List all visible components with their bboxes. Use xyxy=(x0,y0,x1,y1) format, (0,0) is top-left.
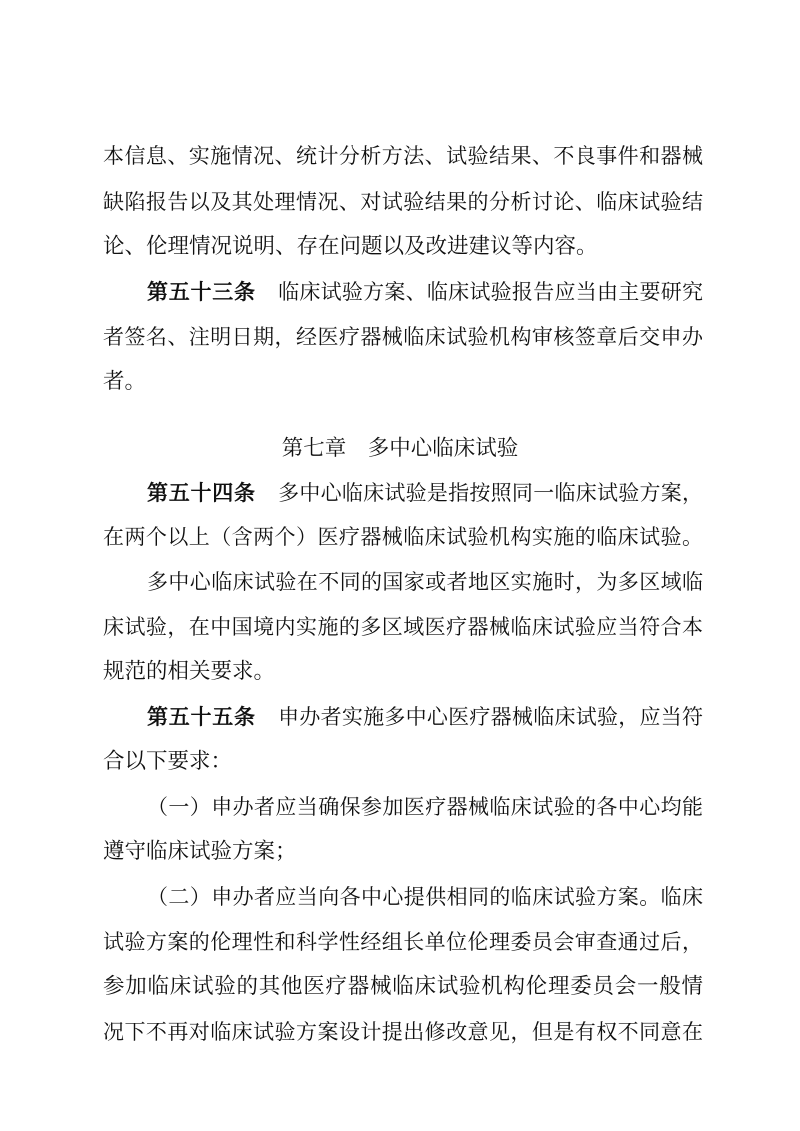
item-2-first-line xyxy=(147,882,703,912)
text-line-content: 本信息、实施情况、统计分析方法、试验结果、不良事件和器械 xyxy=(103,144,703,168)
text-line xyxy=(103,927,703,957)
text-line-content: 在两个以上（含两个）医疗器械临床试验机构实施的临床试验。 xyxy=(103,525,703,549)
text-line-content: （二）申办者应当向各中心提供相同的临床试验方案。临床 xyxy=(147,885,703,909)
text-line xyxy=(103,837,703,867)
text-line xyxy=(103,972,703,1002)
text-line-content: 临床试验方案、临床试验报告应当由主要研究 xyxy=(277,280,703,304)
chapter-title: 第七章 多中心临床试验 xyxy=(281,436,519,461)
text-line xyxy=(103,322,703,352)
text-line-content: 者。 xyxy=(103,369,147,394)
text-line-content: 参加临床试验的其他医疗器械临床试验机构伦理委员会一般情 xyxy=(103,974,703,999)
text-line xyxy=(103,747,703,777)
text-line-content: 况下不再对临床试验方案设计提出修改意见，但是有权不同意在 xyxy=(103,1020,703,1044)
item-1-first-line xyxy=(147,792,703,822)
text-line-content: 论、伦理情况说明、存在问题以及改进建议等内容。 xyxy=(103,234,598,259)
text-line xyxy=(103,1017,703,1047)
text-line-content: （一）申办者应当确保参加医疗器械临床试验的各中心均能 xyxy=(147,795,703,819)
text-line-content: 多中心临床试验是指按照同一临床试验方案， xyxy=(277,481,703,505)
text-line xyxy=(103,232,703,262)
article-54-first-line xyxy=(147,478,703,508)
text-line xyxy=(103,522,703,552)
text-line-content: 合以下要求： xyxy=(103,749,233,774)
text-line xyxy=(103,141,703,171)
text-line xyxy=(103,612,703,642)
text-line-content: 申办者实施多中心医疗器械临床试验，应当符 xyxy=(277,705,703,729)
text-line-content: 试验方案的伦理性和科学性经组长单位伦理委员会审查通过后， xyxy=(103,930,703,954)
text-line-content: 遵守临床试验方案； xyxy=(103,839,297,864)
text-line xyxy=(103,657,703,687)
text-line-content: 床试验，在中国境内实施的多区域医疗器械临床试验应当符合本 xyxy=(103,615,703,639)
text-line xyxy=(103,187,703,217)
article-53-first-line xyxy=(147,277,703,307)
article-number: 第五十五条 xyxy=(147,705,256,729)
paragraph-first-line xyxy=(147,567,703,597)
text-line-content: 多中心临床试验在不同的国家或者地区实施时，为多区域临 xyxy=(147,570,703,594)
text-line-content: 缺陷报告以及其处理情况、对试验结果的分析讨论、临床试验结 xyxy=(103,190,703,214)
text-line-content: 规范的相关要求。 xyxy=(103,659,276,684)
text-line-content: 者签名、注明日期，经医疗器械临床试验机构审核签章后交申办 xyxy=(103,325,703,349)
article-number: 第五十三条 xyxy=(147,280,256,304)
article-55-first-line xyxy=(147,702,703,732)
article-number: 第五十四条 xyxy=(147,481,256,505)
text-line xyxy=(103,367,703,397)
